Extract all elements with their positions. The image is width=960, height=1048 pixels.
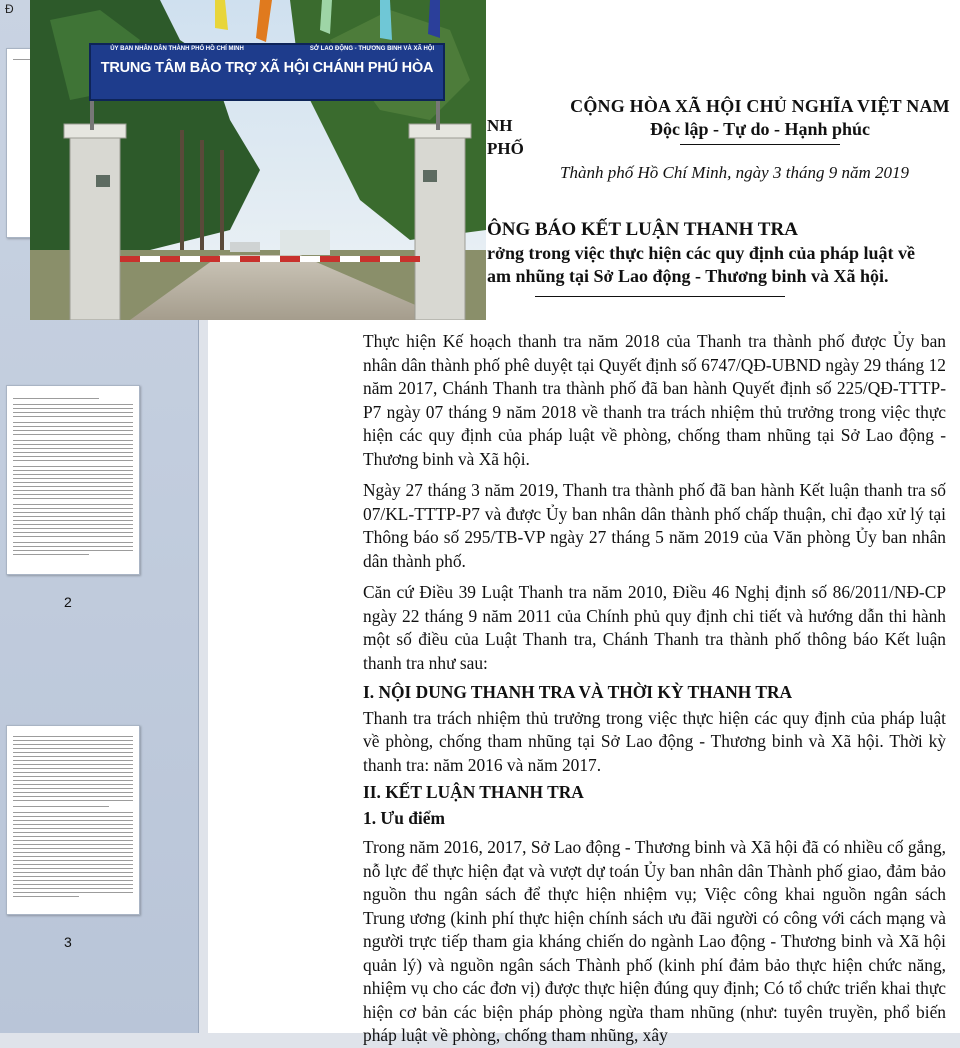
notice-subtitle-line-1: rởng trong việc thực hiện các quy định của pháp luật về	[487, 243, 915, 263]
sign-main-text: TRUNG TÂM BẢO TRỢ XÃ HỘI CHÁNH PHÚ HÒA	[100, 60, 434, 76]
section-heading-1: I. NỘI DUNG THANH TRA VÀ THỜI KỲ THANH TRA	[363, 682, 793, 702]
national-title: CỘNG HÒA XÃ HỘI CHỦ NGHĨA VIỆT NAM	[570, 96, 950, 116]
page-number-2: 2	[64, 594, 72, 610]
motto-underline	[680, 144, 840, 145]
agency-name-fragment-1: NH	[487, 116, 513, 135]
section-1-text: Thanh tra trách nhiệm thủ trưởng trong việc thực hiện các quy định của pháp luật về phòng, chống tham nhũng tại Sở Lao động - Thương binh và Xã hội. Thời kỳ thanh tra: năm 2016 và năm 2017.	[363, 707, 946, 775]
page-thumbnail-3[interactable]	[6, 725, 140, 915]
national-motto: Độc lập - Tự do - Hạnh phúc	[649, 119, 871, 139]
gate-photo	[30, 0, 486, 320]
subsection-1-text: Trong năm 2016, 2017, Sở Lao động - Thương binh và Xã hội đã có nhiều cố gắng, nỗ lực để thực hiện đạt và vượt dự toán Ủy ban nhân dân Thành phố giao, đảm bảo nguồn thu ngân sách để thực hiện nhiệm vụ; Việc công khai nguồn ngân sách Trung ương (kinh phí thực hiện chính sách ưu đãi người có công với cách mạng và người trực tiếp tham gia kháng chiến do ngành Lao động - Thương binh và Xã hội quản lý) và nguồn ngân sách Thành phố (kinh phí đảm bảo thực hiện chức năng, nhiệm vụ cho các đơn vị) được thực hiện đúng quy định; Có tổ chức triển khai thực hiện cơ bản các biện pháp phòng ngừa tham nhũng (như: tuyên truyền, phổ biến pháp luật về phòng, chống tham nhũng, xây	[363, 837, 946, 1045]
section-heading-2: II. KẾT LUẬN THANH TRA	[363, 782, 584, 802]
agency-name-fragment-2: PHỐ	[487, 139, 524, 158]
dateline: Thành phố Hồ Chí Minh, ngày 3 tháng 9 năm 2019	[560, 163, 909, 182]
notice-title: ÔNG BÁO KẾT LUẬN THANH TRA	[487, 219, 798, 240]
notice-subtitle-line-2: am nhũng tại Sở Lao động - Thương binh và Xã hội.	[487, 266, 889, 286]
body-paragraph: Thực hiện Kế hoạch thanh tra năm 2018 của Thanh tra thành phố được Ủy ban nhân dân thành phố phê duyệt tại Quyết định số 6747/QĐ-UBND ngày 29 tháng 12 năm 2017, Chánh Thanh tra thành phố đã ban hành Quyết định số 225/QĐ-TTTP-P7 ngày 07 tháng 9 năm 2018 về thanh tra trách nhiệm thủ trưởng trong việc thực hiện các quy định của pháp luật về phòng, chống tham nhũng tại Sở Lao động - Thương binh và Xã hội.	[363, 331, 946, 469]
sign-top-right: SỞ LAO ĐỘNG - THƯƠNG BINH VÀ XÃ HỘI	[309, 46, 435, 52]
sidebar-title-fragment: Đ	[5, 2, 14, 16]
body-paragraph: Căn cứ Điều 39 Luật Thanh tra năm 2010, Điều 46 Nghị định số 86/2011/NĐ-CP ngày 22 tháng 9 năm 2011 của Chính phủ quy định chi tiết và hướng dẫn thi hành một số điều của Luật Thanh tra, Chánh Thanh tra thành phố thông báo Kết luận thanh tra như sau:	[363, 582, 946, 673]
body-paragraph: Ngày 27 tháng 3 năm 2019, Thanh tra thành phố đã ban hành Kết luận thanh tra số 07/KL-TTTP-P7 và được Ủy ban nhân dân thành phố chấp thuận, chỉ đạo xử lý tại Thông báo số 295/TB-VP ngày 27 tháng 5 năm 2019 của Văn phòng Ủy ban nhân dân thành phố.	[363, 480, 946, 571]
national-header	[570, 96, 950, 145]
page-number-3: 3	[64, 934, 72, 950]
document-body	[363, 330, 946, 1048]
subsection-heading-1: 1. Ưu điểm	[363, 807, 445, 828]
sign-top-left: ỦY BAN NHÂN DÂN THÀNH PHỐ HỒ CHÍ MINH	[110, 46, 244, 52]
title-underline	[535, 296, 785, 297]
page-thumbnail-2[interactable]	[6, 385, 140, 575]
